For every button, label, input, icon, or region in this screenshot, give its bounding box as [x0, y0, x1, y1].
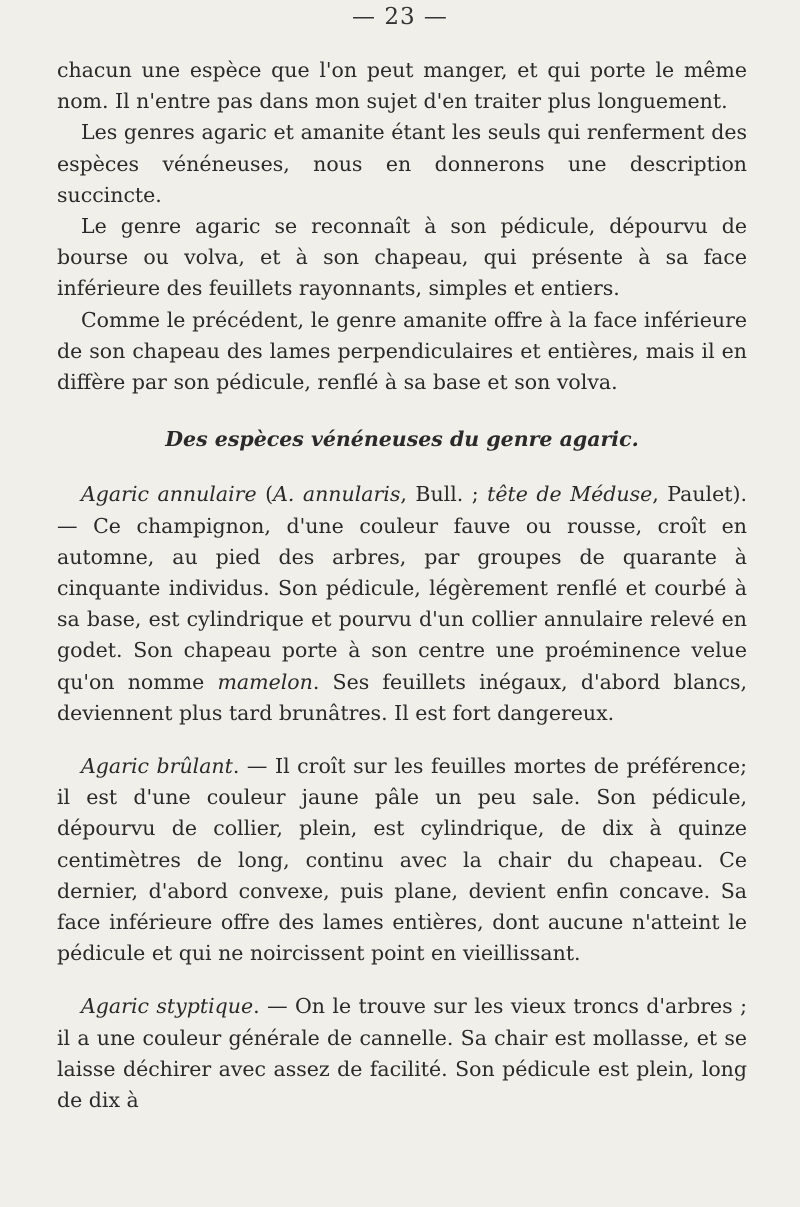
- section-heading: Des espèces vénéneuses du genre agaric.: [165, 427, 639, 452]
- species-text: . — Il croît sur les feuilles mortes de préférence; il est d'une couleur jaune pâle un peu sale. Son pédicule, dépourvu de collier, plein, est cylindrique, de dix à quinze centimètres de long, continu avec la chair du chapeau. Ce dernier, d'abord convexe, puis plane, devient enfin concave. Sa face inférieure offre des lames entières, dont aucune n'atteint le pédicule et qui ne noircissent point en vieillissant.: [57, 754, 747, 966]
- page-number: — 23 —: [352, 4, 448, 30]
- species-alt-name: tête de Méduse: [487, 482, 653, 507]
- species-term: mamelon: [217, 669, 313, 694]
- species-entry-brulant: [57, 751, 747, 969]
- species-name: Agaric annulaire: [81, 482, 257, 507]
- species-text: . — On le trouve sur les vieux troncs d'arbres ; il a une couleur générale de cannelle. Sa chair est mollasse, et se laisse déchirer avec assez de facilité. Son pédicule est plein, long de dix à: [57, 994, 747, 1113]
- species-text-ending: . Ses feuillets inégaux, d'abord blancs, deviennent plus tard brunâtres. Il est fort dangereux.: [57, 669, 748, 725]
- species-name: Agaric brûlant: [81, 754, 233, 779]
- species-text-fragment: (: [256, 482, 274, 507]
- species-name: Agaric styptique: [81, 994, 254, 1019]
- paragraph-genres: Les genres agaric et amanite étant les seuls qui renferment des espèces vénéneuses, nous en donnerons une description succincte.: [57, 120, 747, 207]
- paragraph-amanite-genus: Comme le précédent, le genre amanite offre à la face inférieure de son chapeau des lames perpendiculaires et entières, mais il en diffère par son pédicule, renflé à sa base et son volva.: [57, 307, 747, 395]
- species-entry-annulaire: [57, 479, 747, 729]
- page-body: [57, 55, 747, 1116]
- species-entry-styptique: [57, 991, 747, 1116]
- species-text-fragment: , Bull. ;: [400, 482, 488, 507]
- species-latin-name: A. annularis: [273, 482, 401, 507]
- species-text: , Paulet).— Ce champignon, d'une couleur fauve ou rousse, croît en automne, au pied des arbres, par groupes de quarante à cinquante individus. Son pédicule, légèrement renflé et courbé à sa base, est cylindrique et pourvu d'un collier annulaire relevé en godet. Son chapeau porte à son centre une proéminence velue qu'on nomme: [57, 482, 747, 694]
- paragraph-agaric-genus: Le genre agaric se reconnaît à son pédicule, dépourvu de bourse ou volva, et à son chapeau, qui présente à sa face inférieure des feuillets rayonnants, simples et entiers.: [57, 214, 747, 301]
- paragraph-intro: chacun une espèce que l'on peut manger, et qui porte le même nom. Il n'entre pas dans mon sujet d'en traiter plus longuement.: [57, 58, 747, 114]
